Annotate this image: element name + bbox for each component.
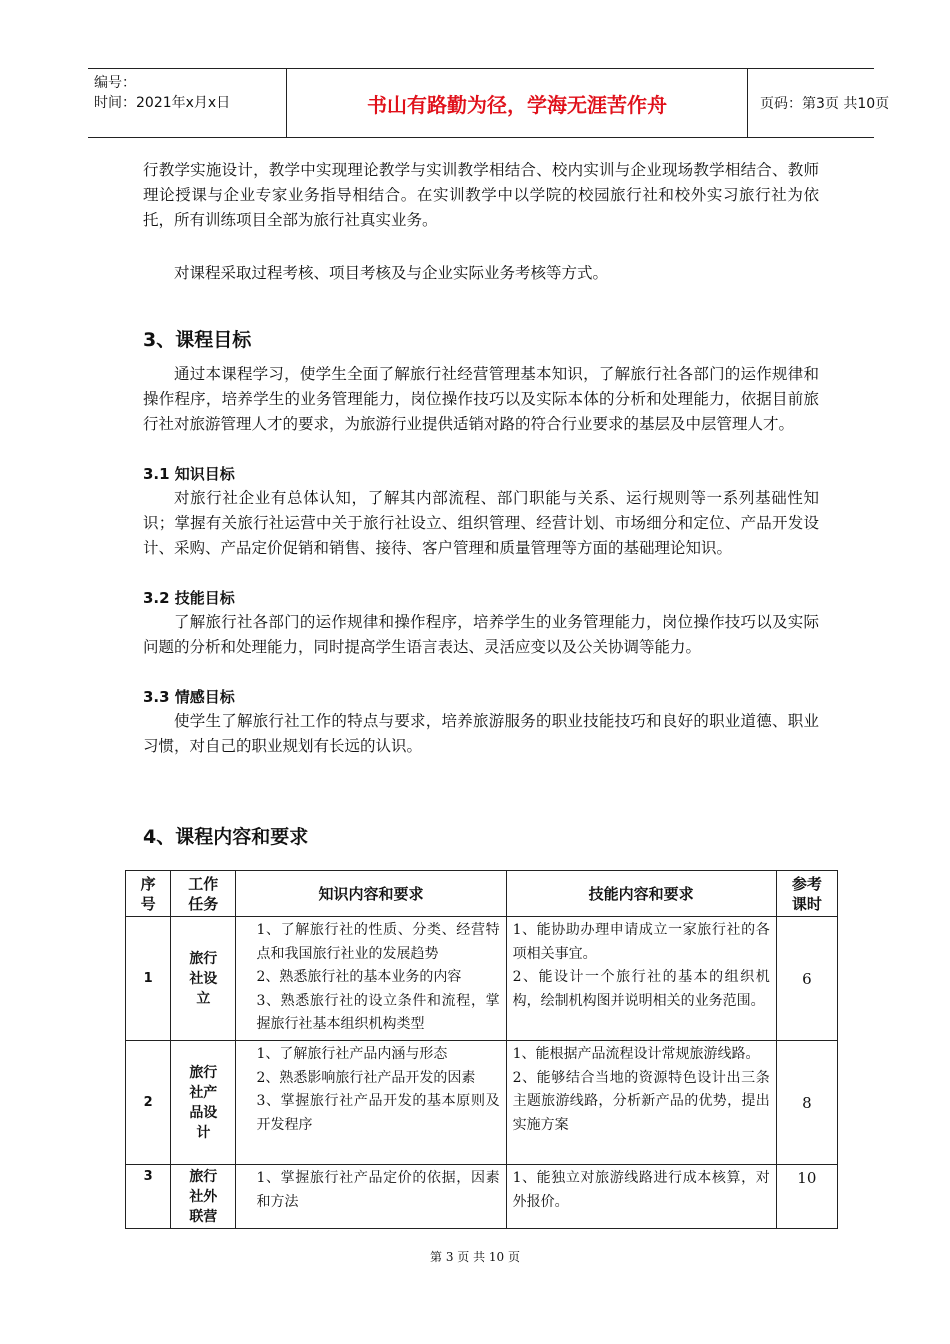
- section-3-2-title: 3.2 技能目标: [143, 589, 235, 607]
- skill-item: 1、能根据产品流程设计常规旅游线路。: [512, 1046, 760, 1062]
- row-task: 旅行社外联营: [171, 1165, 236, 1229]
- table-header-hours: 参考课时: [776, 871, 837, 917]
- header-motto: 书山有路勤为径，学海无涯苦作舟: [286, 69, 748, 137]
- skill-item: 2、能设计一个旅行社的基本的组织机构，绘制机构图并说明相关的业务范围。: [512, 969, 770, 1009]
- document-time-label: 时间：2021年x月x日: [94, 95, 231, 111]
- header-page-info: 页码：第3页 共10页: [760, 96, 890, 112]
- knowledge-item: 3、熟悉旅行社的设立条件和流程，掌握旅行社基本组织机构类型: [256, 992, 500, 1032]
- document-number-label: 编号：: [94, 75, 136, 91]
- row-hours: 6: [776, 917, 837, 1041]
- knowledge-item: 2、熟悉影响旅行社产品开发的因素: [256, 1069, 476, 1086]
- course-content-table: [125, 870, 838, 1229]
- row-no: 3: [126, 1165, 171, 1229]
- knowledge-item: 2、熟悉旅行社的基本业务的内容: [256, 969, 462, 985]
- table-header-no: 序号: [126, 871, 171, 917]
- table-row: [126, 917, 838, 1041]
- row-knowledge: [236, 917, 506, 1041]
- row-no: 2: [126, 1041, 171, 1165]
- table-row: [126, 1041, 838, 1165]
- intro-paragraph-1: 行教学实施设计，教学中实现理论教学与实训教学相结合、校内实训与企业现场教学相结合、教师理论授课与企业专家业务指导相结合。在实训教学中以学院的校园旅行社和校外实习旅行社为依托，所有训练项目全部为旅行社真实业务。: [143, 161, 819, 229]
- row-knowledge: [236, 1041, 506, 1165]
- intro-paragraph-2: 对课程采取过程考核、项目考核及与企业实际业务考核等方式。: [174, 264, 609, 282]
- row-hours: 10: [776, 1165, 837, 1229]
- knowledge-item: 1、掌握旅行社产品定价的依据，因素和方法: [256, 1170, 500, 1210]
- header-meta: [94, 73, 284, 113]
- row-hours: 8: [776, 1041, 837, 1165]
- section-3-2-paragraph: 了解旅行社各部门的运作规律和操作程序，培养学生的业务管理能力，岗位操作技巧以及实际问题的分析和处理能力，同时提高学生语言表达、灵活应变以及公关协调等能力。: [143, 613, 819, 656]
- section-4-title: 4、课程内容和要求: [143, 826, 309, 848]
- page-header: [88, 68, 890, 138]
- table-header-knowledge: 知识内容和要求: [236, 871, 506, 917]
- page-footer: 第 3 页 共 10 页: [430, 1250, 520, 1264]
- table-header-row: [126, 871, 838, 917]
- section-3-3-title: 3.3 情感目标: [143, 688, 235, 706]
- knowledge-item: 1、了解旅行社的性质、分类、经营特点和我国旅行社业的发展趋势: [256, 922, 500, 962]
- knowledge-item: 1、了解旅行社产品内涵与形态: [256, 1046, 448, 1062]
- skill-item: 1、能协助办理申请成立一家旅行社的各项相关事宜。: [512, 922, 770, 962]
- row-no: 1: [126, 917, 171, 1041]
- row-knowledge: [236, 1165, 506, 1229]
- section-3-paragraph: 通过本课程学习，使学生全面了解旅行社经营管理基本知识，了解旅行社各部门的运作规律和操作程序，培养学生的业务管理能力，岗位操作技巧以及实际本体的分析和处理能力，依据目前旅行社对旅游管理人才的要求，为旅游行业提供适销对路的符合行业要求的基层及中层管理人才。: [143, 365, 819, 433]
- skill-item: 1、能独立对旅游线路进行成本核算，对外报价。: [512, 1170, 770, 1210]
- row-skill: [506, 1041, 776, 1165]
- row-task: 旅行社设立: [171, 917, 236, 1041]
- row-skill: [506, 917, 776, 1041]
- table-row: [126, 1165, 838, 1229]
- section-3-title: 3、课程目标: [143, 329, 252, 351]
- section-3-1-title: 3.1 知识目标: [143, 465, 235, 483]
- section-3-1-paragraph: 对旅行社企业有总体认知，了解其内部流程、部门职能与关系、运行规则等一系列基础性知识；掌握有关旅行社运营中关于旅行社设立、组织管理、经营计划、市场细分和定位、产品开发设计、采购、产品定价促销和销售、接待、客户管理和质量管理等方面的基础理论知识。: [143, 489, 819, 557]
- row-task: 旅行社产品设计: [171, 1041, 236, 1165]
- row-skill: [506, 1165, 776, 1229]
- skill-item: 2、能够结合当地的资源特色设计出三条主题旅游线路，分析新产品的优势，提出实施方案: [512, 1069, 770, 1133]
- table-header-skill: 技能内容和要求: [506, 871, 776, 917]
- table-header-task: 工作任务: [171, 871, 236, 917]
- knowledge-item: 3、掌握旅行社产品开发的基本原则及开发程序: [256, 1093, 500, 1133]
- section-3-3-paragraph: 使学生了解旅行社工作的特点与要求，培养旅游服务的职业技能技巧和良好的职业道德、职业习惯，对自己的职业规划有长远的认识。: [143, 712, 819, 755]
